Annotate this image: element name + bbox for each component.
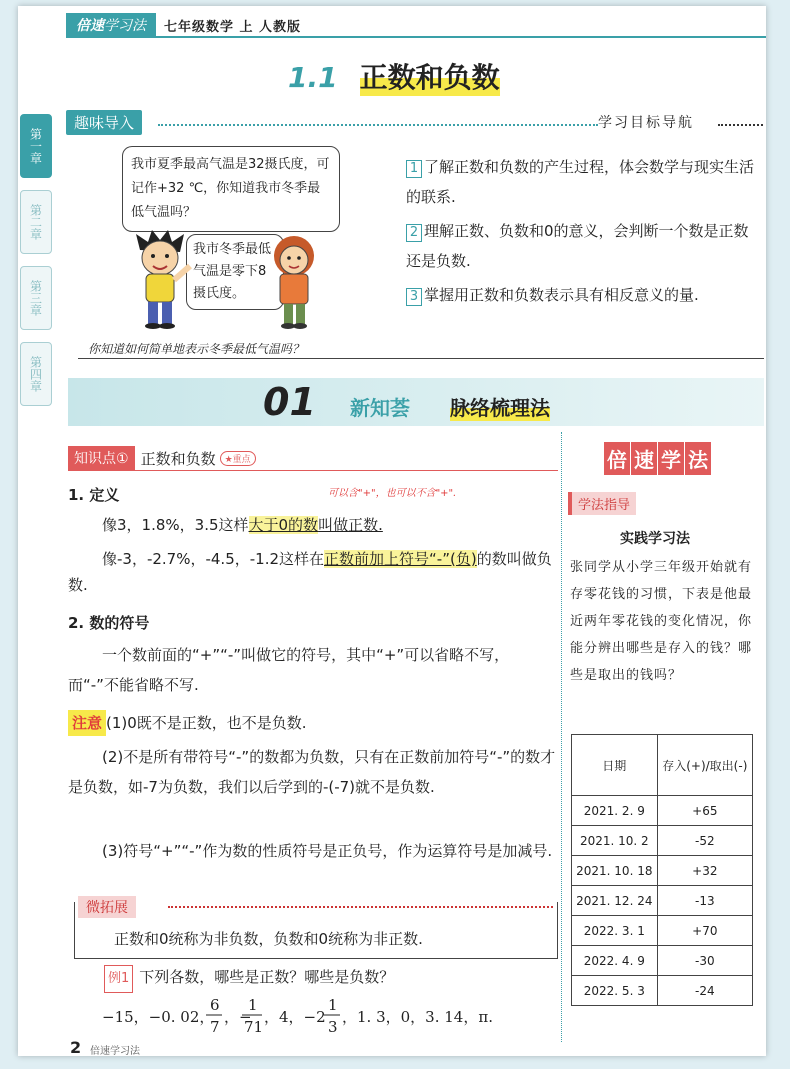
extension-text: 正数和0统称为非负数，负数和0统称为非正数. [114, 930, 423, 948]
savings-table [571, 734, 753, 1006]
speech-bubble-girl: 我市冬季最低气温是零下8摄氏度。 [186, 234, 284, 310]
tab-chapter-3[interactable]: 第三章 [20, 266, 52, 330]
banner-title-2: 脉络梳理法 [450, 392, 550, 421]
banner-number: 01 [263, 380, 316, 424]
banner-title-1: 新知荟 [350, 396, 410, 420]
note-2: (2)不是所有带符号“-”的数都为负数，只有在正数前加符号“-”的数才是负数，如-7为负数，我们以后学到的-(-7)就不是负数. [68, 748, 556, 796]
extension-divider [168, 906, 553, 908]
page-number: 2 [70, 1038, 82, 1056]
section-title [288, 56, 500, 96]
note-tag: 注意 [68, 710, 106, 736]
goal-text-3: 掌握用正数和负数表示具有相反意义的量. [424, 286, 699, 304]
note-1: 注意 (1)0既不是正数，也不是负数. [68, 710, 558, 736]
goal-number-2: 2 [406, 224, 422, 242]
svg-text:，1. 3，0，3. 14，π.: ，1. 3，0，3. 14，π. [342, 1008, 493, 1026]
table-row: 2022. 3. 1 +70 [572, 916, 753, 946]
knowledge-point-divider [68, 470, 558, 471]
table-row: 2022. 5. 3 -24 [572, 976, 753, 1006]
method-name: 实践学习法 [620, 531, 690, 547]
sidebar-title-char-1: 倍 [604, 442, 630, 475]
footer-text: 倍速学习法 [90, 1046, 140, 1056]
table-row: 2021. 12. 24 -13 [572, 886, 753, 916]
goal-text-2: 理解正数、负数和0的意义，会判断一个数是正数还是负数. [406, 222, 749, 270]
girl-illustration [264, 234, 324, 330]
section-banner [68, 378, 764, 426]
knowledge-point-header [68, 446, 256, 470]
svg-text:，−: ，− [224, 1008, 252, 1026]
intro-bottom-divider [78, 358, 764, 359]
definition-negative: 像-3，-2.7%，-4.5，-1.2这样在正数前加上符号“-”(负)的数叫做负数. [68, 550, 552, 594]
goal-item-1 [406, 152, 762, 212]
table-row: 2021. 10. 18 +32 [572, 856, 753, 886]
example-question: 例1 下列各数，哪些是正数？哪些是负数？ [104, 964, 564, 993]
tab-chapter-2[interactable]: 第二章 [20, 190, 52, 254]
sidebar-title-char-2: 速 [631, 442, 657, 475]
header-divider [66, 36, 766, 38]
svg-text:1: 1 [328, 996, 338, 1014]
key-point-badge: ★重点 [220, 451, 256, 466]
table-header-amount: 存入(+)/取出(-) [657, 735, 752, 796]
svg-text:−15，−0. 02，: −15，−0. 02， [102, 1008, 215, 1026]
book-info: 七年级数学 上 人教版 [164, 19, 302, 35]
speech-bubble-boy: 我市夏季最高气温是32摄氏度，可记作+32 ℃，你知道我市冬季最低气温吗？ [122, 146, 340, 232]
extension-label: 微拓展 [78, 896, 136, 918]
goals-divider [718, 124, 763, 126]
knowledge-point-name: 正数和负数 [140, 449, 216, 468]
svg-text:，4，−2: ，4，−2 [264, 1008, 326, 1026]
definition-heading: 1. 定义 [68, 486, 120, 504]
definition-positive: 像3，1.8%，3.5这样大于0的数叫做正数. [102, 516, 383, 534]
svg-text:6: 6 [210, 996, 220, 1014]
header-bar [66, 14, 301, 36]
intro-divider [158, 124, 598, 126]
sidebar-text: 张同学从小学三年级开始就有存零花钱的习惯，下表是他最近两年零花钱的变化情况，你能分辨出哪些是存入的钱？哪些是取出的钱吗？ [570, 560, 753, 683]
goal-item-2 [406, 216, 762, 276]
margin-annotation: 可以含"+"，也可以不含"+". [328, 488, 457, 499]
sign-heading: 2. 数的符号 [68, 614, 150, 632]
column-divider [561, 432, 563, 1042]
example-tag: 例1 [104, 965, 133, 993]
intro-question: 你知道如何简单地表示冬季最低气温吗？ [88, 342, 305, 356]
goal-number-3: 3 [406, 288, 422, 306]
sidebar-title [604, 442, 712, 475]
svg-text:71: 71 [244, 1018, 264, 1036]
section-number: 1.1 [288, 61, 338, 94]
svg-text:1: 1 [248, 996, 258, 1014]
note-3: (3)符号“+”“-”作为数的性质符号是正负号，作为运算符号是加减号. [102, 842, 553, 860]
goal-text-1: 了解正数和负数的产生过程，体会数学与现实生活的联系. [406, 158, 755, 206]
sidebar-title-char-3: 学 [658, 442, 684, 475]
example-numbers [102, 990, 512, 1042]
tab-chapter-1[interactable]: 第一章 [20, 114, 52, 178]
goal-number-1: 1 [406, 160, 422, 178]
brand-badge: 倍速学习法 [66, 13, 156, 37]
sidebar-title-char-4: 法 [685, 442, 711, 475]
knowledge-point-tag: 知识点① [68, 446, 135, 470]
tab-chapter-4[interactable]: 第四章 [20, 342, 52, 406]
method-tag: 学法指导 [568, 492, 636, 515]
svg-text:3: 3 [328, 1018, 338, 1036]
svg-text:7: 7 [210, 1018, 220, 1036]
goal-item-3 [406, 280, 762, 310]
table-header-date: 日期 [572, 735, 658, 796]
goals-label: 学习目标导航 [598, 115, 694, 131]
intro-label: 趣味导入 [66, 110, 142, 135]
section-name: 正数和负数 [360, 56, 500, 96]
chapter-tabs [20, 114, 54, 418]
table-row: 2021. 10. 2 -52 [572, 826, 753, 856]
boy-illustration [126, 228, 196, 330]
sign-paragraph: 一个数前面的“+”“-”叫做它的符号，其中“+”可以省略不写，而“-”不能省略不写. [68, 646, 510, 694]
textbook-page [18, 6, 766, 1056]
table-row: 2022. 4. 9 -30 [572, 946, 753, 976]
table-row: 2021. 2. 9 +65 [572, 796, 753, 826]
highlight-greater-than-zero: 大于0的数 [248, 516, 319, 534]
